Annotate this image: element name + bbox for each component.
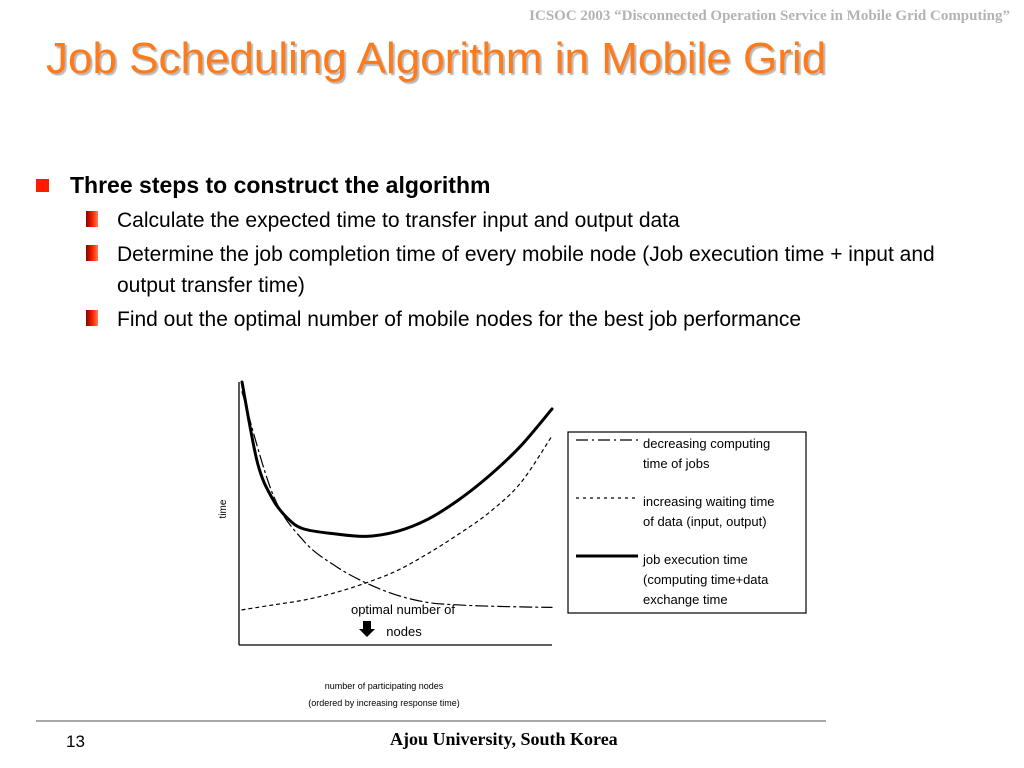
legend-label: increasing waiting time [643, 494, 775, 509]
legend-label: decreasing computing [643, 436, 771, 451]
slide-title: Job Scheduling Algorithm in Mobile Grid [46, 34, 827, 83]
down-arrow-icon [359, 621, 375, 637]
sub-bullet-text: Calculate the expected time to transfer input and output data [117, 209, 680, 232]
x-axis-label: number of participating nodes [324, 681, 444, 691]
legend-label: of data (input, output) [643, 514, 767, 529]
sub-bullet-text: Determine the job completion time of every mobile node (Job execution time + input and output transfer time) [117, 243, 935, 297]
sub-bullet-text: Find out the optimal number of mobile nodes for the best job performance [117, 308, 802, 331]
legend-label: time of jobs [643, 456, 710, 471]
page-number: 13 [66, 732, 85, 751]
legend-label: exchange time [643, 592, 728, 607]
legend-label: (computing time+data [643, 572, 769, 587]
x-axis-label: (ordered by increasing response time) [308, 698, 460, 708]
optimal-nodes-annotation: optimal number of [350, 602, 456, 617]
y-axis-label: time [218, 499, 229, 519]
series-line-solid-bold [242, 382, 552, 536]
series-line-dash-dot [242, 392, 552, 608]
legend-label: job execution time [643, 552, 748, 567]
footer-affiliation: Ajou University, South Korea [390, 729, 618, 749]
footer-divider [36, 720, 826, 722]
optimal-nodes-annotation: nodes [386, 624, 422, 639]
main-bullet-text: Three steps to construct the algorithm [70, 172, 491, 198]
conference-header: ICSOC 2003 “Disconnected Operation Service in Mobile Grid Computing” [529, 8, 1010, 24]
